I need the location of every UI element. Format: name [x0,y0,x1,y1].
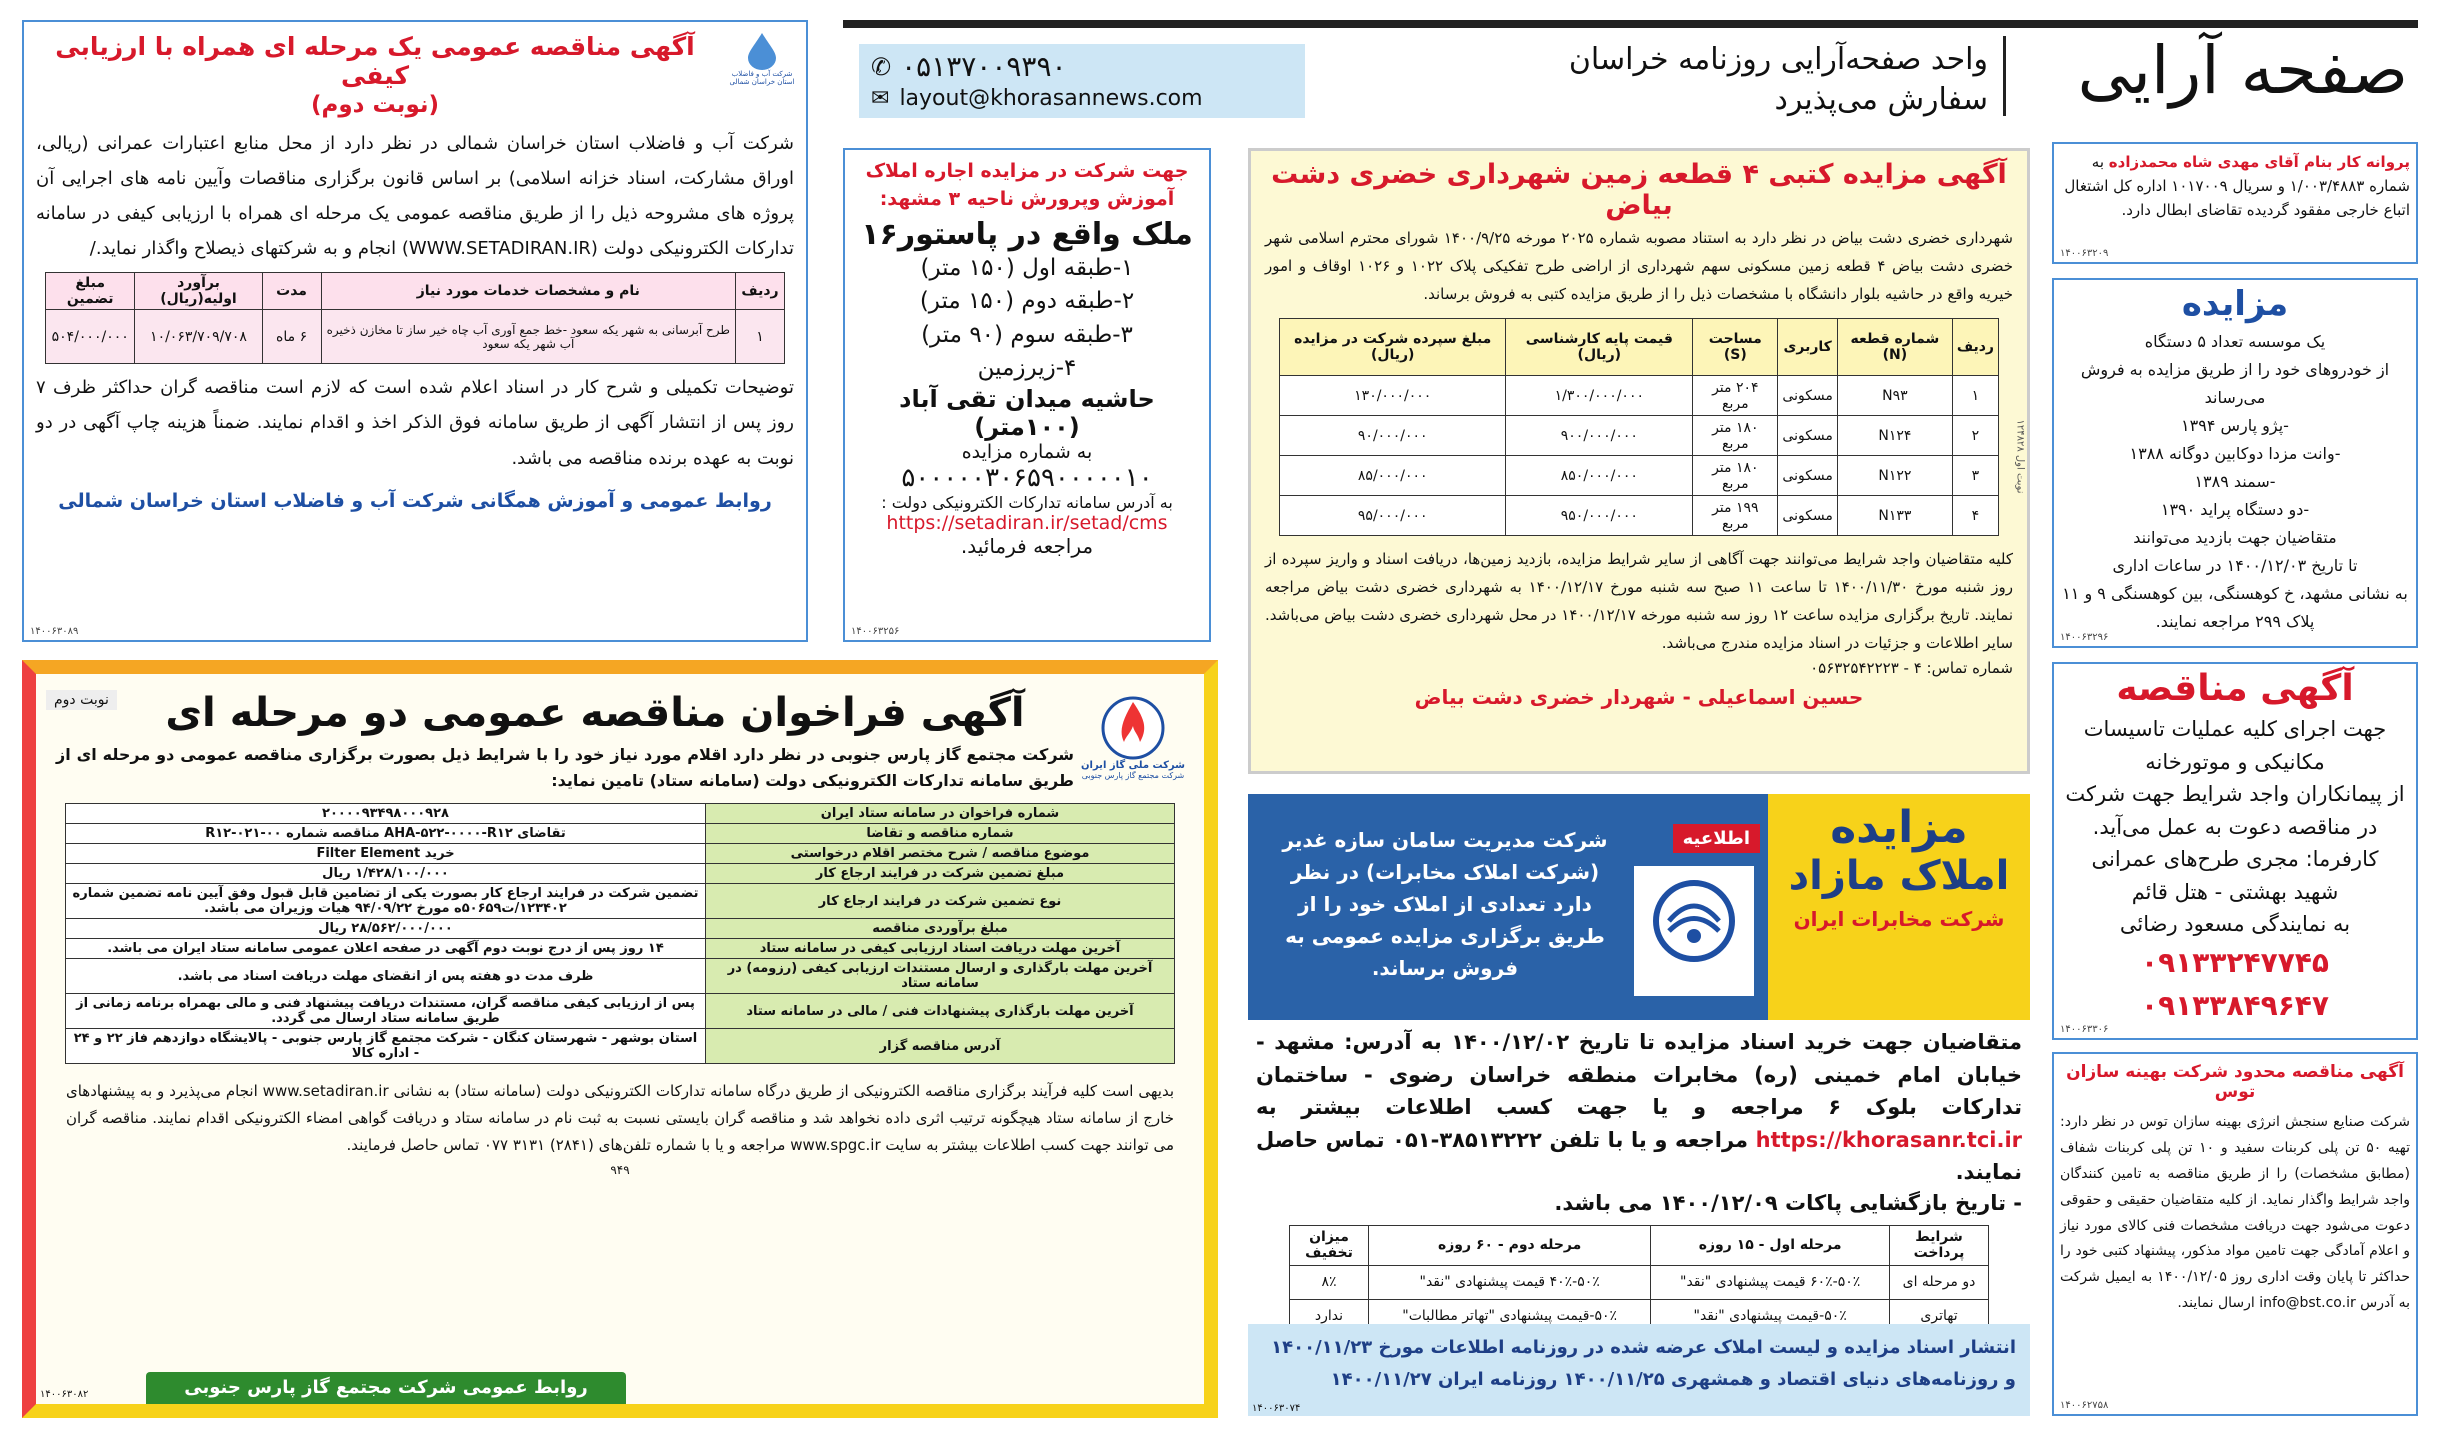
table-row [66,959,1175,994]
auction-line: یک موسسه تعداد ۵ دستگاه [2144,332,2326,351]
phone-row [871,50,1067,83]
gas-logo-name: شرکت ملی گاز ایران [1081,760,1185,771]
tender-phone[interactable]: ۰۹۱۳۳۸۴۹۶۴۷ [2141,989,2329,1023]
header-top-rule [843,20,2418,28]
table-cell: مسکونی [1778,376,1838,416]
table-cell: ۹۰۰/۰۰۰/۰۰۰ [1506,416,1693,456]
auction-line: پلاک ۲۹۹ مراجعه نمایند. [2155,612,2315,631]
table-cell: N۱۲۲ [1837,456,1952,496]
gas-table [65,803,1175,1064]
ad-code: ۱۴۰۰۶۳۲۹۶ [2060,632,2109,643]
tender-line: در مناقصه دعوت به عمل می‌آید. [2092,814,2378,839]
table-header [46,273,785,310]
table-header-cell: میزان تخفیف [1290,1225,1369,1265]
table-header-cell: ردیف [1952,319,1998,376]
table-cell: دو مرحله ای [1890,1265,1989,1299]
table-cell: ۸۵۰/۰۰۰/۰۰۰ [1506,456,1693,496]
table-row [1280,496,1999,536]
table-cell: N۹۳ [1837,376,1952,416]
ad-code: ۱۴۰۰۶۳۳۰۶ [2060,1024,2109,1035]
tender-title: آگهی مناقصه [2116,668,2354,709]
ad-code: ۱۴۰۰۶۲۷۵۸ [2060,1400,2109,1411]
table-header [1280,319,1999,376]
table-cell-value: پس از ارزیابی کیفی مناقصه گران، مستندات دریافت پیشنهاد فنی و مالی بهمراه برنامه زمانی از طریق سامانه ستاد ارسال می گردد. [66,994,706,1029]
auction-line: به نشانی مشهد، خ کوهسنگی، بین کوهسنگی ۹ و ۱۱ [2062,584,2408,603]
ad-mokhaberat-auction [1248,794,2030,1416]
table-cell: ۵۰٪-قیمت پیشنهادی "نقد" [1651,1299,1890,1333]
table-cell-value: خرید Filter Element [66,844,706,864]
table-row [66,824,1175,844]
table-cell-value: ۱۴ روز پس از درج نوبت دوم آگهی در صفحه اعلان عمومی سامانه ستاد ایران می باشد. [66,939,706,959]
header [843,30,2418,126]
table-header-cell: شرایط پرداخت [1890,1225,1989,1265]
lease-number: ۵۰۰۰۰۰۳۰۶۵۹۰۰۰۰۰۱۰ [901,463,1153,494]
table-row [1280,416,1999,456]
mokhaberat-logo [1634,866,1754,996]
unit-line-2: سفارش می‌پذیرد [1774,82,1988,117]
table-cell-label: موضوع مناقصه / شرح مختصر اقلام درخواستی [706,844,1175,864]
auction-line: -دو دستگاه پراید ۱۳۹۰ [2160,500,2310,519]
mokhaberat-yellow-panel [1768,794,2030,1020]
table-cell: ۲ [1952,416,1998,456]
ad-dashtbayaz-auction [1248,148,2030,774]
table-header-cell: نام و مشخصات خدمات مورد نیاز [321,273,735,310]
table-cell: N۱۲۴ [1837,416,1952,456]
gas-logo [1078,690,1188,780]
table-cell-value: ۲۰۰۰۰۹۳۴۹۸۰۰۰۹۲۸ [66,804,706,824]
tender-line: شهید بهشتی - هتل قائم [2131,879,2339,904]
table-header-cell: مدت [262,273,321,310]
table-cell-value: ۲۸/۵۶۲/۰۰۰/۰۰۰ ریال [66,919,706,939]
lease-address-label: به آدرس سامانه تدارکات الکترونیکی دولت : [881,493,1173,513]
table-row [1290,1265,1989,1299]
table-cell: ۵۰٪-۴۰٪ قیمت پیشنهادی "نقد" [1369,1265,1651,1299]
ad-code: ۱۴۰۰۶۳۲۰۹ [2060,248,2109,259]
tus-title: آگهی مناقصه محدود شرکت بهینه سازان توس [2066,1062,2404,1102]
page-title: صفحه آرایی [2077,32,2408,109]
table-header-cell: کاربری [1778,319,1838,376]
mokhaberat-title-2: املاک مازاد [1788,853,2010,899]
table-cell: مسکونی [1778,496,1838,536]
dashtbayaz-intro: شهرداری خضری دشت بیاض در نظر دارد به استناد مصوبه شماره ۲۰۲۵ مورخه ۱۴۰۰/۹/۲۵ شورای محترم اسلامی شهر خضری دشت بیاض ۴ قطعه زمین مسکونی سهم شهرداری از اراضی طرح تفکیکی پلاک ۱۰۲۲ و ۱۰۲۶ اوقاف و امور خیریه واقع در حاشیه بلوار دانشگاه با مشخصات ذیل را از طریق مزایده کتبی به فروش برساند. [1265,229,2013,303]
water-title: آگهی مناقصه عمومی یک مرحله ای همراه با ارزیابی کیفی [55,32,695,90]
table-cell: ۳ [1952,456,1998,496]
table-cell: ۱ [736,310,785,364]
table-row [66,864,1175,884]
table-cell-label: نوع تضمین شرکت در فرایند ارجاع کار [706,884,1175,919]
lease-title: جهت شرکت در مزایده اجاره املاک آموزش وپرورش ناحیه ۳ مشهد: [865,160,1189,210]
tender-line: کارفرما: مجری طرح‌های عمرانی [2091,847,2379,872]
email-row [871,86,1203,111]
table-header-cell: مبلغ سپرده شرکت در مزایده (ریال) [1280,319,1506,376]
dashtbayaz-table [1279,318,1999,536]
ad-code: ۱۴۰۰۶۳۲۵۶ [851,626,900,637]
dashtbayaz-title: آگهی مزایده کتبی ۴ قطعه زمین شهرداری خضری دشت بیاض [1271,159,2007,221]
tender-line: مکانیکی و موتورخانه [2145,749,2325,774]
ad-code: ۱۴۰۰۶۳۰۸۹ [30,626,79,637]
water-logo [726,30,798,114]
table-cell: ۵۰٪-۶۰٪ قیمت پیشنهادی "نقد" [1651,1265,1890,1299]
dashtbayaz-side-code: نوبت اول ۱۲۴۸۲۸ [2014,419,2026,494]
gas-logo-sub: شرکت مجتمع گاز پارس جنوبی [1081,771,1185,780]
lease-item: ۲-طبقه دوم (۱۵۰ متر) [919,288,1135,315]
table-cell: ۵۰٪-قیمت پیشنهادی "تهاتر مطالبات" [1369,1299,1651,1333]
table-cell: ۲۰۴ متر مربع [1693,376,1778,416]
ad-license-lost [2052,142,2418,264]
table-cell-label: آخرین مهلت دریافت اسناد ارزیابی کیفی در سامانه ستاد [706,939,1175,959]
mokhaberat-footer: انتشار اسناد مزایده و لیست املاک عرضه شده در روزنامه اطلاعات مورخ ۱۴۰۰/۱۱/۲۳ و روزنامه‌های دنیای اقتصاد و همشهری ۱۴۰۰/۱۱/۲۵ روزنامه ایران ۱۴۰۰/۱۱/۲۷ [1248,1324,2030,1416]
mokhaberat-badge: اطلاعیه [1673,824,1760,853]
tender-line: از پیمانکاران واجد شرایط جهت شرکت [2065,782,2405,807]
table-row [66,919,1175,939]
table-cell: ۹۵/۰۰۰/۰۰۰ [1280,496,1506,536]
table-header-cell: ردیف [736,273,785,310]
table-row [66,804,1175,824]
table-cell-value: ظرف مدت دو هفته پس از انقضای مهلت دریافت اسناد می باشد. [66,959,706,994]
auction-line: -پژو پارس ۱۳۹۴ [2181,416,2289,435]
table-cell: تهاتری [1890,1299,1989,1333]
lease-location: حاشیه میدان تقی آباد (۱۰۰متر) [899,385,1155,442]
mokhaberat-body [1248,1024,2030,1191]
mokhaberat-company: شرکت مخابرات ایران [1793,907,2005,931]
table-cell: ۱۳۰/۰۰۰/۰۰۰ [1280,376,1506,416]
mokhaberat-url[interactable]: https://khorasanr.tci.ir [1755,1127,2023,1152]
lease-refer: مراجعه فرمائید. [960,534,1094,559]
auction-line: تا تاریخ ۱۴۰۰/۱۲/۰۳ در ساعات اداری [2112,556,2358,575]
table-cell: ۹۵۰/۰۰۰/۰۰۰ [1506,496,1693,536]
table-cell: ۸٪ [1290,1265,1369,1299]
lease-item: ۱-طبقه اول (۱۵۰ متر) [920,255,1134,282]
phone-number[interactable]: ۰۵۱۳۷۰۰۹۳۹۰ [901,50,1067,83]
tender-line: به نمایندگی مسعود رضائی [2119,912,2351,937]
lease-item: ۳-طبقه سوم (۹۰ متر) [921,321,1133,348]
table-cell: ۵۰۴/۰۰۰/۰۰۰ [46,310,135,364]
water-round: (نوبت دوم) [310,92,440,118]
lease-url[interactable]: https://setadiran.ir/setad/cms [886,512,1168,535]
table-cell-label: آخرین مهلت بارگذاری پیشنهادات فنی / مالی در سامانه ستاد [706,994,1175,1029]
table-cell: ندارد [1290,1299,1369,1333]
ad-water-tender [22,20,808,642]
telecom-logo-icon [1649,876,1739,966]
water-body: شرکت آب و فاضلاب استان خراسان شمالی در نظر دارد از محل منابع اعتبارات عمرانی (ریالی، اوراق مشارکت، اسناد خزانه اسلامی) بر اساس قانون برگزاری مناقصات وآیین نامه های اجرایی آن پروژه های مشروحه ذیل را از طریق مناقصه عمومی یک مرحله ای همراه با ارزیابی کیفی در سامانه تدارکات الکترونیکی دولت (WWW.SETADIRAN.IR) انجام و به شرکتهای ذیصلاح واگذار نماید./ [36,133,794,260]
mokhaberat-table [1289,1225,1989,1334]
table-row [1280,376,1999,416]
tender-phone[interactable]: ۰۹۱۳۳۲۴۷۷۴۵ [2141,945,2329,979]
auction-title: مزایده [2181,284,2289,324]
license-title: پروانه کار بنام آقای مهدی شاه محمدزاده [2108,153,2410,171]
table-row [46,310,785,364]
table-header-cell: برآورد اولیه(ریال) [135,273,262,310]
gas-round: نوبت دوم [46,690,117,710]
ad-auction-cars [2052,278,2418,648]
table-cell-label: آخرین مهلت بارگذاری و ارسال مستندات ارزیابی کیفی (رزومه) در سامانه ستاد [706,959,1175,994]
table-header-cell: قیمت پایه کارشناسی (ریال) [1506,319,1693,376]
water-table [45,272,785,364]
auction-line: متقاضیان جهت بازدید می‌توانند [2133,528,2337,547]
table-cell: ۸۵/۰۰۰/۰۰۰ [1280,456,1506,496]
table-cell: ۶ ماه [262,310,321,364]
gas-title: آگهی فراخوان مناقصه عمومی دو مرحله ای [165,690,1025,736]
table-header [1290,1225,1989,1265]
table-cell: ۱۸۰ متر مربع [1693,456,1778,496]
table-row [1280,456,1999,496]
dashtbayaz-contact[interactable]: شماره تماس: ۴ - ۰۵۶۳۲۵۴۲۲۲۳ [1810,659,2013,678]
auction-line: از خودروهای خود را از طریق مزایده به فروش می‌رساند [2080,360,2390,407]
lease-subtitle: ملک واقع در پاستور۱۶ [861,217,1193,253]
ad-tender-installation [2052,662,2418,1040]
gas-num: ۹۴۹ [610,1163,630,1178]
table-row [66,884,1175,919]
table-cell-value: ۱/۴۲۸/۱۰۰/۰۰۰ ریال [66,864,706,884]
mokhaberat-banner [1248,794,2030,1020]
table-cell-label: مبلغ تضمین شرکت در فرایند ارجاع کار [706,864,1175,884]
table-cell-label: شماره فراخوان در سامانه ستاد ایران [706,804,1175,824]
table-cell: ۱/۳۰۰/۰۰۰/۰۰۰ [1506,376,1693,416]
auction-line: -سمند ۱۳۸۹ [2194,472,2276,491]
table-cell: ۴ [1952,496,1998,536]
water-drop-icon [742,30,782,70]
dashtbayaz-body: کلیه متقاضیان واجد شرایط می‌توانند جهت آگاهی از سایر شرایط مزایده، بازدید زمین‌ها، دریافت اسناد و واریز سپرده از روز شنبه مورخ ۱۴۰۰/۱۱/۳۰ تا ساعت ۱۱ صبح سه شنبه مورخ ۱۴۰۰/۱۲/۱۷ به شهرداری خضری دشت بیاض مراجعه نمایند. تاریخ برگزاری مزایده ساعت ۱۲ روز سه شنبه مورخه ۱۴۰۰/۱۲/۱۷ در محل شهرداری خضری دشت بیاض می‌باشد. سایر اطلاعات و جزئیات در اسناد مزایده مندرج می‌باشد. [1265,550,2014,652]
table-cell: ۱۰/۰۶۳/۷۰۹/۷۰۸ [135,310,262,364]
table-cell: ۹۰/۰۰۰/۰۰۰ [1280,416,1506,456]
tender-line: جهت اجرای کلیه عملیات تاسیسات [2083,717,2387,741]
mokhaberat-notice: شرکت مدیریت سامان سازه غدیر (شرکت املاک مخابرات) در نظر دارد تعدادی از املاک خود را از طریق برگزاری مزایده عمومی به فروش برساند. [1282,828,1608,980]
mokhaberat-body-text-2: مراجعه و یا با تلفن ۳۸۵۱۳۲۲۲-۰۵۱ تماس حاصل نمایند. [1256,1127,2022,1185]
table-cell: مسکونی [1778,456,1838,496]
ad-tus-tender [2052,1052,2418,1416]
table-cell-label: شماره مناقصه و تقاضا [706,824,1175,844]
table-row [66,1029,1175,1064]
table-cell-value: تقاضای AHA-۵۲۲-۰۰۰۰-R۱۲ مناقصه شماره ۰۰-۰۲۱-R۱۲ [66,824,706,844]
table-cell-value: تضمین شرکت در فرایند ارجاع کار بصورت یکی از تضامین قابل قبول وفق آیین نامه تضمین شماره ۱۲۳۴۰۲/ت۵۰۶۵۹ه مورخ ۹۴/۰۹/۲۲ هیات وزیران می باشد. [66,884,706,919]
water-body-2: توضیحات تکمیلی و شرح کار در اسناد اعلام شده است که لازم است مناقصه گران حداکثر ظرف ۷ روز پس از انتشار آگهی از طریق سامانه فوق الذکر اخذ و اقدام نمایند. ضمناً هزینه چاپ آگهی در دو نوبت به عهده برنده مناقصه می باشد. [36,377,794,469]
gas-intro: شرکت مجتمع گاز پارس جنوبی در نظر دارد اقلام مورد نیاز خود را با شرایط ذیل بصورت برگزاری مناقصه عمومی دو مرحله ای از طریق سامانه تدارکات الکترونیکی دولت (سامانه ستاد) تامین نماید: [56,745,1074,790]
table-cell-label: آدرس مناقصه گزار [706,1029,1175,1064]
lease-number-label: به شماره مزایده [961,441,1093,464]
tus-body: شرکت صنایع سنجش انرژی بهینه سازان توس در نظر دارد: تهیه ۵۰ تن پلی کربنات سفید و ۱۰ تن پلی کربنات شفاف (مطابق مشخصات) را از طریق مناقصه به تامین کنندگان واجد شرایط واگذار نماید. از کلیه متقاضیان حقیقی و حقوقی دعوت می‌شود جهت دریافت مشخصات فنی کالای مورد نیاز و اعلام آمادگی جهت تامین مواد مذکور، پیشنهاد کتبی خود را حداکثر تا پایان وقت اداری روز ۱۴۰۰/۱۲/۰۵ به ایمیل شرکت به آدرس info@bst.co.ir ارسال نمایند. [2060,1114,2411,1312]
gas-banner: روابط عمومی شرکت مجتمع گاز پارس جنوبی [146,1372,626,1404]
table-header-cell: مرحله اول - ۱۵ روزه [1651,1225,1890,1265]
dashtbayaz-signature: حسین اسماعیلی - شهردار خضری دشت بیاض [1414,684,1864,709]
water-logo-text: شرکت آب و فاضلاب استان خراسان شمالی [729,70,795,87]
envelope-icon: ✉ [871,86,890,111]
license-body: به شماره ۱/۰۰۳/۴۸۸۳ و سریال ۱۰۱۷۰۰۹ اداره کل اشتغال اتباع خارجی مفقود گردیده تقاضای ابطال دارد. [2064,153,2410,219]
email-address[interactable]: layout@khorasannews.com [899,86,1203,111]
table-cell: N۱۳۳ [1837,496,1952,536]
ad-mashhad-lease [843,148,1211,642]
table-cell-value: استان بوشهر - شهرستان کنگان - شرکت مجتمع گاز پارس جنوبی - پالایشگاه دوازدهم فاز ۲۲ و ۲۴ - اداره کالا [66,1029,706,1064]
table-header-cell: مرحله دوم - ۶۰ روزه [1369,1225,1651,1265]
gas-code: ۱۴۰۰۶۳۰۸۲ [40,1389,89,1400]
table-header-cell: مساحت (S) [1693,319,1778,376]
table-header-cell: شماره قطعه (N) [1837,319,1952,376]
unit-line-1: واحد صفحه‌آرایی روزنامه خراسان [1568,42,1988,77]
table-cell-label: مبلغ برآوردی مناقصه [706,919,1175,939]
contact-box [859,44,1305,118]
table-cell: مسکونی [1778,416,1838,456]
gas-footer-text: بدیهی است کلیه فرآیند برگزاری مناقصه الکترونیکی از طریق درگاه سامانه تدارکات الکترونیکی دولت (سامانه ستاد) به نشانی www.setadiran.ir انجام می‌پذیرد و به پیشنهادهای خارج از سامانه ستاد هیچگونه ترتیب اثری داده نخواهد شد و مناقصه گران بایستی نسبت به ثبت نام در سامانه ستاد و دریافت گواهی امضاء الکترونیکی اقدام نمایند. مناقصه گران می توانند جهت کسب اطلاعات بیشتر به سایت www.spgc.ir مراجعه و یا با شماره تلفن‌های (۲۸۴۱) ۳۱۳۱ ۰۷۷ تماس حاصل فرمایند. [66,1082,1174,1155]
mokhaberat-body-text: متقاضیان جهت خرید اسناد مزایده تا تاریخ ۱۴۰۰/۱۲/۰۲ به آدرس: مشهد - خیابان امام خمینی (ره) مخابرات منطقه خراسان رضوی - ساختمان تدارکات بلوک ۶ مراجعه و یا جهت کسب اطلاعات بیشتر به [1256,1030,2023,1120]
table-cell: طرح آبرسانی به شهر یکه سعود -خط جمع آوری آب چاه خیر ساز تا مخازن ذخیره آب شهر یکه سعود [321,310,735,364]
phone-icon: ✆ [871,52,892,81]
mokhaberat-date-line: - تاریخ بازگشایی پاکات ۱۴۰۰/۱۲/۰۹ می باشد. [1554,1190,2022,1215]
ad-gas-tender [22,660,1218,1418]
table-cell: ۱۸۰ متر مربع [1693,416,1778,456]
table-row [66,994,1175,1029]
table-cell: ۱ [1952,376,1998,416]
flame-icon [1098,690,1168,760]
table-row [66,844,1175,864]
mokhaberat-title-1: مزایده [1830,802,1968,853]
table-header-cell: مبلغ تضمین [46,273,135,310]
table-row [66,939,1175,959]
vertical-divider [2003,36,2006,116]
auction-line: -وانت مزدا دوکابین دوگانه ۱۳۸۸ [2129,444,2341,463]
water-footer: روابط عمومی و آموزش همگانی شرکت آب و فاضلاب استان خراسان شمالی [58,489,772,512]
lease-item: ۴-زیرزمین [977,355,1077,382]
mokhaberat-code: ۱۴۰۰۶۳۰۷۴ [1252,1403,1301,1414]
table-cell: ۱۹۹ متر مربع [1693,496,1778,536]
